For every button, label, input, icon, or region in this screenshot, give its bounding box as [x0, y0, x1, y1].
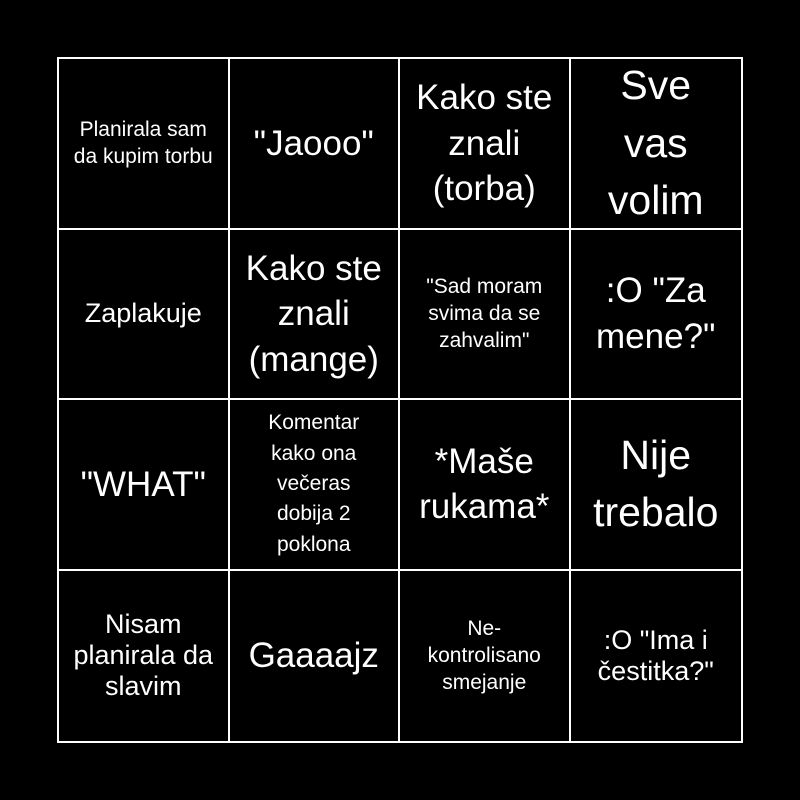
- bingo-cell[interactable]: [571, 59, 742, 230]
- cell-text: :O "Za mene?": [596, 271, 716, 356]
- bingo-cell[interactable]: [59, 59, 230, 230]
- cell-text: :O "Ima i čestitka?": [597, 624, 714, 686]
- bingo-cell[interactable]: [230, 230, 401, 401]
- bingo-cell[interactable]: [59, 400, 230, 571]
- bingo-cell[interactable]: [400, 571, 571, 742]
- bingo-cell[interactable]: [571, 400, 742, 571]
- cell-text: Sve vas volim: [607, 62, 704, 223]
- cell-text: Nisam planirala da slavim: [73, 609, 214, 702]
- cell-text: "WHAT": [80, 464, 206, 504]
- bingo-cell[interactable]: [59, 571, 230, 742]
- bingo-cell[interactable]: [400, 59, 571, 230]
- bingo-cell[interactable]: [400, 230, 571, 401]
- bingo-cell[interactable]: [230, 571, 401, 742]
- cell-text: Planirala sam da kupim torbu: [73, 117, 213, 169]
- bingo-cell[interactable]: [230, 59, 401, 230]
- cell-text: Gaaaajz: [248, 636, 379, 675]
- bingo-board: [57, 57, 743, 743]
- cell-text: Kako ste znali (torba): [416, 78, 553, 208]
- cell-text: Kako ste znali (mange): [245, 248, 382, 379]
- cell-text: Nije trebalo: [593, 431, 719, 536]
- bingo-cell[interactable]: [230, 400, 401, 571]
- cell-text: "Jaooo": [253, 123, 374, 163]
- bingo-cell[interactable]: [59, 230, 230, 401]
- cell-text: *Maše rukama*: [419, 441, 550, 527]
- cell-text: "Sad moram svima da se zahvalim": [426, 274, 543, 353]
- bingo-cell[interactable]: [400, 400, 571, 571]
- bingo-cell[interactable]: [571, 230, 742, 401]
- cell-text: Komentar kako ona večeras dobija 2 poklona: [268, 411, 360, 556]
- bingo-cell[interactable]: [571, 571, 742, 742]
- cell-text: Zaplakuje: [84, 298, 202, 329]
- cell-text: Ne-kontrolisano smejanje: [427, 616, 541, 695]
